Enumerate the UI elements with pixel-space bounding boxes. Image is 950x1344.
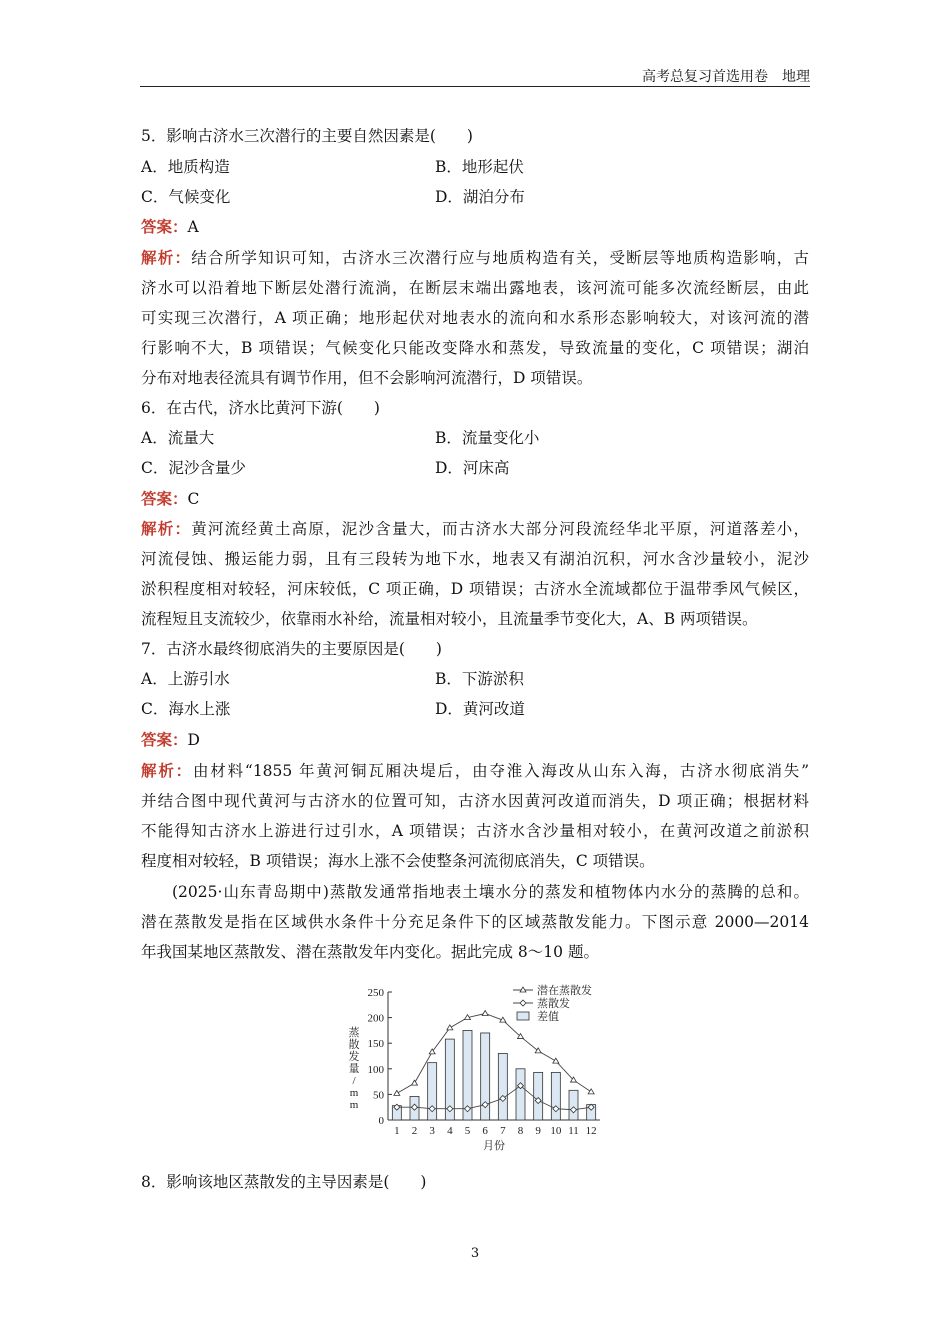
x-tick-label: 10	[550, 1125, 562, 1137]
q6-option-d: D．河床高	[435, 459, 510, 477]
y-axis-label: 发	[348, 1051, 360, 1063]
y-axis-label: 量	[348, 1063, 360, 1075]
legend-label: 潜在蒸散发	[537, 985, 592, 997]
answer-value: C	[187, 490, 200, 508]
x-tick-label: 3	[429, 1125, 435, 1137]
potential-evapotranspiration-point	[553, 1058, 559, 1063]
q7-answer	[141, 730, 200, 750]
y-axis-label: 蒸	[348, 1027, 360, 1039]
legend-diamond-marker	[520, 1000, 526, 1006]
q7-option-b: B．下游淤积	[435, 670, 524, 688]
x-tick-label: 9	[535, 1125, 541, 1137]
answer-value: A	[187, 218, 199, 236]
legend-label: 蒸散发	[537, 998, 570, 1010]
q7-analysis-line: 并结合图中现代黄河与古济水的位置可知，古济水因黄河改道而消失，D 项正确；根据材料	[141, 792, 809, 810]
q7-option-c: C．海水上涨	[141, 700, 231, 718]
x-tick-label: 11	[568, 1125, 579, 1137]
y-tick-label: 100	[367, 1063, 384, 1076]
q5-option-a: A．地质构造	[141, 158, 230, 176]
answer-label: 答案：	[141, 489, 188, 508]
answer-value: D	[187, 731, 200, 749]
difference-bar	[498, 1053, 507, 1120]
y-tick-label: 50	[373, 1089, 384, 1102]
evapotranspiration-chart	[345, 982, 615, 1157]
q8-stem: 8．影响该地区蒸散发的主导因素是( )	[141, 1173, 427, 1191]
x-tick-label: 8	[517, 1125, 524, 1137]
x-tick-label: 5	[464, 1125, 471, 1137]
q7-stem: 7．古济水最终彻底消失的主要原因是( )	[141, 640, 442, 658]
potential-evapotranspiration-point	[588, 1089, 594, 1094]
q6-analysis-line: 淤积程度相对较轻，河床较低，C 项正确，D 项错误；古济水全流域都位于温带季风气候区，	[141, 580, 809, 598]
y-axis-label: m	[349, 1099, 359, 1111]
q6-analysis-line: 解析：黄河流经黄土高原，泥沙含量大，而古济水大部分河段流经华北平原，河道落差小，	[141, 519, 809, 538]
q5-option-c: C．气候变化	[141, 188, 231, 206]
q5-answer	[141, 217, 199, 237]
y-axis-label: m	[349, 1087, 359, 1099]
y-tick-label: 250	[367, 987, 384, 999]
q5-analysis-line: 可实现三次潜行，A 项正确；地形起伏对地表水的流向和水系形态影响较大，对该河流的潜	[141, 309, 809, 327]
potential-evapotranspiration-point	[447, 1025, 453, 1030]
analysis-label: 解析：	[141, 761, 193, 780]
answer-label: 答案：	[141, 730, 188, 749]
q6-option-c: C．泥沙含量少	[141, 459, 246, 477]
x-tick-label: 6	[482, 1125, 488, 1137]
legend-triangle-marker	[520, 987, 526, 992]
q6-option-a: A．流量大	[141, 429, 215, 447]
q5-option-d: D．湖泊分布	[435, 188, 525, 206]
answer-label: 答案：	[141, 217, 188, 236]
intro-line: (2025·山东青岛期中)蒸散发通常指地表土壤水分的蒸发和植物体内水分的蒸腾的总和。	[172, 883, 809, 901]
q5-analysis-line: 济水可以沿着地下断层处潜行流淌，在断层末端出露地表，该河流可能多次流经断层，由此	[141, 279, 809, 297]
q6-answer	[141, 489, 199, 509]
legend-label: 差值	[537, 1011, 559, 1023]
analysis-label: 解析：	[141, 519, 192, 538]
q5-analysis-line: 分布对地表径流具有调节作用，但不会影响河流潜行，D 项错误。	[141, 369, 593, 387]
q7-analysis-line: 程度相对较轻，B 项错误；海水上涨不会使整条河流彻底消失，C 项错误。	[141, 852, 655, 870]
x-tick-label: 12	[585, 1125, 597, 1137]
x-tick-label: 2	[411, 1125, 418, 1137]
page-number: 3	[470, 1246, 480, 1261]
intro-line: 潜在蒸散发是指在区域供水条件十分充足条件下的区域蒸散发能力。下图示意 2000—2014	[141, 913, 809, 931]
x-axis-label: 月份	[483, 1140, 505, 1152]
y-tick-label: 0	[378, 1115, 384, 1127]
q5-stem: 5．影响古济水三次潜行的主要自然因素是( )	[141, 127, 473, 145]
difference-bar	[534, 1072, 543, 1120]
header-title: 高考总复习首选用卷 地理	[642, 69, 810, 85]
x-tick-label: 1	[394, 1125, 400, 1137]
difference-bar	[551, 1072, 560, 1120]
q6-analysis-line: 河流侵蚀、搬运能力弱，且有三段转为地下水，地表又有湖泊沉积，河水含沙量较小，泥沙	[141, 550, 809, 568]
q5-analysis-line: 行影响不大，B 项错误；气候变化只能改变降水和蒸发，导致流量的变化，C 项错误；湖泊	[141, 339, 809, 357]
q7-option-a: A．上游引水	[141, 670, 230, 688]
q7-option-d: D．黄河改道	[435, 700, 525, 718]
y-axis-label: /	[352, 1075, 356, 1087]
potential-evapotranspiration-point	[394, 1090, 400, 1095]
y-axis-label: 散	[348, 1039, 360, 1051]
legend-bar-swatch	[517, 1012, 529, 1020]
x-tick-label: 4	[447, 1125, 453, 1137]
difference-bar	[569, 1090, 578, 1120]
q6-option-b: B．流量变化小	[435, 429, 540, 447]
q7-analysis-line: 不能得知古济水上游进行过引水，A 项错误；古济水含沙量相对较小，在黄河改道之前淤积	[141, 822, 809, 840]
x-tick-label: 7	[500, 1125, 506, 1137]
intro-line: 年我国某地区蒸散发、潜在蒸散发年内变化。据此完成 8～10 题。	[141, 943, 599, 961]
evapotranspiration-line	[397, 1086, 591, 1110]
potential-evapotranspiration-point	[412, 1080, 418, 1085]
difference-bar	[516, 1069, 525, 1120]
y-tick-label: 150	[367, 1038, 384, 1051]
q6-analysis-line: 流程短且支流较少，依靠雨水补给，流量相对较小，且流量季节变化大，A、B 两项错误。	[141, 610, 758, 628]
potential-evapotranspiration-point	[482, 1011, 488, 1016]
page-header	[140, 62, 810, 87]
q6-stem: 6．在古代，济水比黄河下游( )	[141, 399, 380, 417]
y-tick-label: 200	[367, 1012, 384, 1025]
potential-evapotranspiration-line	[397, 1014, 591, 1094]
q7-analysis-line: 解析：由材料“1855 年黄河铜瓦厢决堤后，由夺淮入海改从山东入海，古济水彻底消失”	[141, 761, 809, 780]
q5-analysis-line: 解析：结合所学知识可知，古济水三次潜行应与地质构造有关，受断层等地质构造影响，古	[141, 248, 809, 267]
q5-option-b: B．地形起伏	[435, 158, 524, 176]
analysis-label: 解析：	[141, 248, 192, 267]
